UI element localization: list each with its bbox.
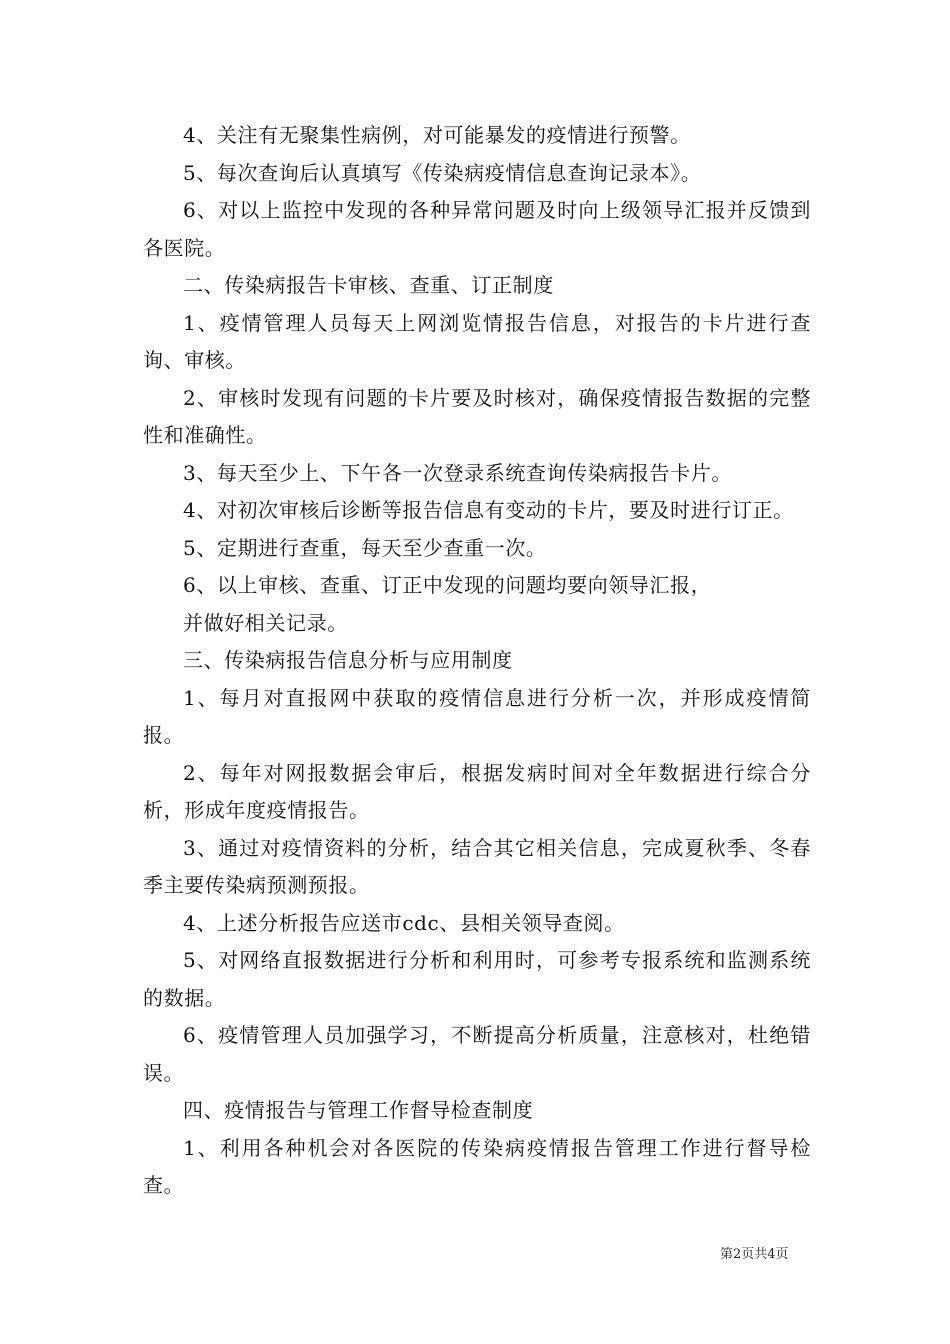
section-heading-3: 三、传染病报告信息分析与应用制度: [183, 648, 513, 672]
paragraph-review-1: 1、疫情管理人员每天上网浏览情报告信息，对报告的卡片进行查询、审核。: [143, 310, 811, 372]
paragraph-review-6: 6、以上审核、查重、订正中发现的问题均要向领导汇报，: [183, 573, 712, 597]
paragraph-analysis-2: 2、每年对网报数据会审后，根据发病时间对全年数据进行综合分析，形成年度疫情报告。: [143, 760, 811, 822]
paragraph-monitor-5: 5、每次查询后认真填写《传染病疫情信息查询记录本》。: [183, 160, 702, 185]
paragraph-analysis-3: 3、通过对疫情资料的分析，结合其它相关信息，完成夏秋季、冬春季主要传染病预测预报。: [143, 835, 811, 897]
paragraph-supervision-1: 1、利用各种机会对各医院的传染病疫情报告管理工作进行督导检查。: [143, 1135, 811, 1197]
paragraph-analysis-1: 1、每月对直报网中获取的疫情信息进行分析一次，并形成疫情简报。: [143, 685, 811, 747]
paragraph-monitor-4: 4、关注有无聚集性病例，对可能暴发的疫情进行预警。: [183, 123, 691, 147]
paragraph-review-3: 3、每天至少上、下午各一次登录系统查询传染病报告卡片。: [183, 460, 732, 485]
paragraph-analysis-4: 4、上述分析报告应送市cdc、县相关领导查阅。: [183, 910, 625, 935]
document-body: [143, 117, 811, 1205]
paragraph-review-5: 5、定期进行查重，每天至少查重一次。: [183, 535, 547, 560]
section-heading-4: 四、疫情报告与管理工作督导检查制度: [183, 1098, 534, 1122]
paragraph-analysis-5: 5、对网络直报数据进行分析和利用时，可参考专报系统和监测系统的数据。: [143, 948, 811, 1010]
paragraph-analysis-6: 6、疫情管理人员加强学习，不断提高分析质量，注意核对，杜绝错误。: [143, 1023, 811, 1085]
section-heading-2: 二、传染病报告卡审核、查重、订正制度: [183, 273, 554, 297]
paragraph-monitor-6: 6、对以上监控中发现的各种异常问题及时向上级领导汇报并反馈到各医院。: [143, 198, 811, 260]
page-number-footer: 第2页共4页: [720, 1247, 789, 1262]
paragraph-review-6-continued: 并做好相关记录。: [183, 610, 348, 635]
paragraph-review-2: 2、审核时发现有问题的卡片要及时核对，确保疫情报告数据的完整性和准确性。: [143, 385, 811, 447]
paragraph-review-4: 4、对初次审核后诊断等报告信息有变动的卡片，要及时进行订正。: [183, 498, 794, 522]
